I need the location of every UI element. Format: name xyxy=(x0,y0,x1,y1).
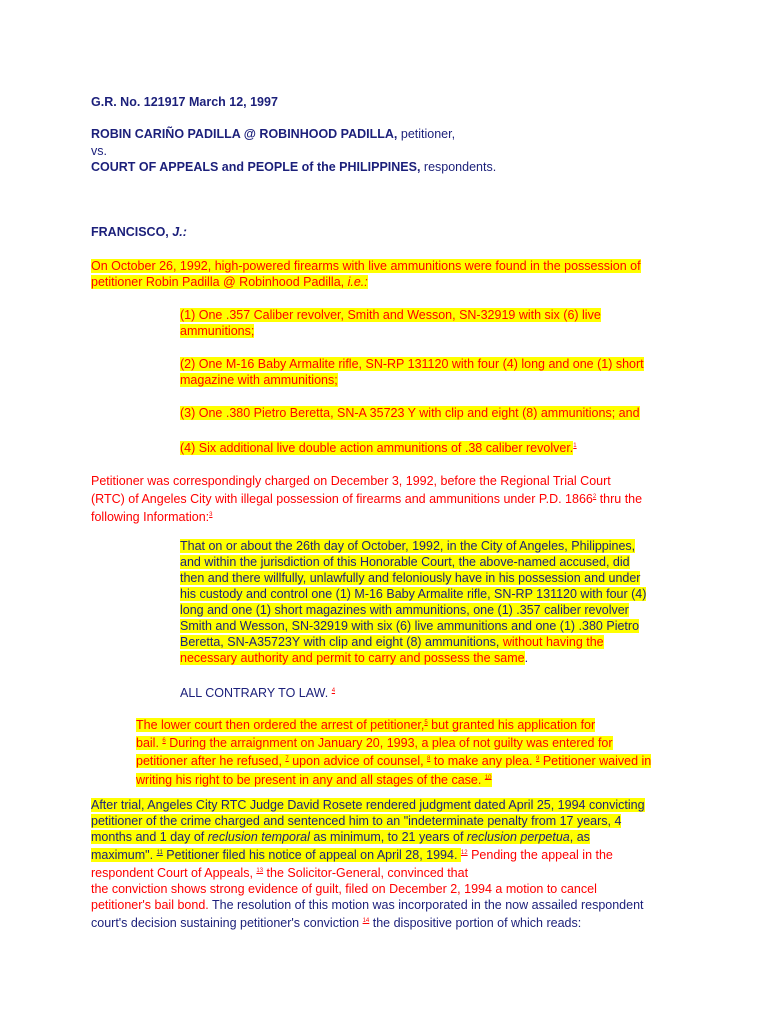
ponente-suffix: J.: xyxy=(172,225,187,239)
paragraph-2-line: following Information: xyxy=(91,510,210,525)
paragraph-3-line: writing his right to be present in any and all stages of the case. xyxy=(136,772,485,787)
paragraph-4-line: , as xyxy=(569,830,590,844)
item-3-line: (3) One .380 Pietro Beretta, SN-A 35723 Y with clip and eight (8) ammunitions; and xyxy=(180,406,640,420)
paragraph-3 xyxy=(136,715,651,788)
paragraph-2-line: thru the xyxy=(596,492,643,507)
information-line: Smith and Wesson, SN-32919 with six (6) live ammunitions and one (1) .380 Pietro xyxy=(180,619,640,633)
paragraph-2-line: (RTC) of Angeles City with illegal possession of firearms and ammunitions under P.D. 1866 xyxy=(91,492,593,507)
item-1-line: (1) One .357 Caliber revolver, Smith and Wesson, SN-32919 with six (6) live xyxy=(180,308,601,322)
paragraph-4-line: maximum". xyxy=(91,848,157,863)
paragraph-1-ie: i.e.: xyxy=(347,275,368,289)
paragraph-2-line: Petitioner was correspondingly charged on December 3, 1992, before the Regional Trial Court xyxy=(91,474,611,488)
respondent-line xyxy=(91,159,496,175)
paragraph-4-italic: reclusion temporal xyxy=(207,830,310,844)
footnote-link[interactable]: 7 xyxy=(285,756,289,763)
information-line: long and one (1) short magazines with ammunitions, one (1) .357 caliber revolver xyxy=(180,603,629,617)
contrary-to-law xyxy=(180,683,335,701)
footnote-link[interactable]: 5 xyxy=(424,720,428,726)
paragraph-3-line: The lower court then ordered the arrest of petitioner, xyxy=(136,718,425,733)
contrary-text: ALL CONTRARY TO LAW. xyxy=(180,686,332,701)
paragraph-1 xyxy=(91,258,641,290)
paragraph-3-line: Petitioner waived in xyxy=(539,754,652,769)
footnote-link[interactable]: 10 xyxy=(484,774,492,781)
footnote-link[interactable]: 3 xyxy=(209,512,213,519)
paragraph-4-line: the dispositive portion of which reads: xyxy=(369,916,582,931)
item-2-line: (2) One M-16 Baby Armalite rifle, SN-RP 131120 with four (4) long and one (1) short xyxy=(180,357,644,371)
paragraph-4-line: as minimum, to 21 years of xyxy=(309,830,467,844)
information-line: . xyxy=(524,651,529,665)
paragraph-4-line: The resolution of this motion was incorporated in the now assailed respondent xyxy=(208,898,644,913)
versus xyxy=(91,143,107,159)
footnote-link[interactable]: 8 xyxy=(427,756,431,763)
item-1-line: ammunitions; xyxy=(180,324,255,338)
paragraph-4-emphasis: petitioner's bail bond. xyxy=(91,898,209,913)
case-number xyxy=(91,94,278,110)
paragraph-1-line: petitioner Robin Padilla @ Robinhood Padilla, xyxy=(91,275,348,289)
paragraph-1-line: On October 26, 1992, high-powered firearms with live ammunitions were found in the possession of xyxy=(91,259,641,273)
paragraph-4 xyxy=(91,797,645,931)
footnote-link[interactable]: 4 xyxy=(331,688,336,694)
information-quote xyxy=(180,538,646,666)
paragraph-4-emphasis: the Solicitor-General, convinced that xyxy=(263,866,469,881)
footnote-link[interactable]: 6 xyxy=(162,738,166,745)
paragraph-4-emphasis: respondent Court of Appeals, xyxy=(91,866,257,881)
paragraph-3-line: upon advice of counsel, xyxy=(288,754,428,769)
paragraph-4-line: petitioner of the crime charged and sentenced him to an "indeterminate penalty from 17 years, 4 xyxy=(91,814,622,828)
item-4-line: (4) Six additional live double action ammunitions of .38 caliber revolver. xyxy=(180,441,574,456)
paragraph-2 xyxy=(91,473,642,525)
versus-text: vs. xyxy=(91,144,107,158)
respondent-name: COURT OF APPEALS and PEOPLE of the PHILIPPINES, xyxy=(91,160,421,174)
footnote-link[interactable]: 1 xyxy=(573,443,577,449)
information-line: his custody and control one (1) M-16 Baby Armalite rifle, SN-RP 131120 with four (4) xyxy=(180,587,647,601)
respondent-role: respondents. xyxy=(420,160,497,174)
footnote-link[interactable]: 9 xyxy=(536,756,540,763)
paragraph-3-line: bail. xyxy=(136,736,163,751)
paragraph-4-italic: reclusion perpetua xyxy=(466,830,570,844)
item-1 xyxy=(180,307,601,339)
information-line: Beretta, SN-A35723Y with clip and eight (8) ammunitions, xyxy=(180,635,503,649)
petitioner-line xyxy=(91,126,455,142)
paragraph-4-emphasis: the conviction shows strong evidence of guilt, filed on December 2, 1994 a motion to cancel xyxy=(91,882,597,897)
petitioner-role: petitioner, xyxy=(397,127,456,141)
information-emphasis: without having the xyxy=(502,635,604,649)
paragraph-3-line: to make any plea. xyxy=(430,754,537,769)
case-number-text: G.R. No. 121917 March 12, 1997 xyxy=(91,95,278,109)
footnote-link[interactable]: 13 xyxy=(256,868,264,875)
paragraph-4-line: Petitioner filed his notice of appeal on April 28, 1994. xyxy=(162,848,461,863)
item-2 xyxy=(180,356,644,388)
paragraph-4-emphasis: Pending the appeal in the xyxy=(467,848,613,863)
paragraph-4-line: months and 1 day of xyxy=(91,830,208,844)
footnote-link[interactable]: 11 xyxy=(156,850,163,856)
paragraph-3-line: but granted his application for xyxy=(427,718,596,733)
footnote-link[interactable]: 2 xyxy=(592,494,597,500)
information-line: then and there willfully, unlawfully and feloniously have in his possession and under xyxy=(180,571,641,585)
footnote-link[interactable]: 12 xyxy=(460,850,468,856)
ponente xyxy=(91,224,187,240)
information-emphasis: necessary authority and permit to carry and possess the same xyxy=(180,651,525,665)
paragraph-4-line: After trial, Angeles City RTC Judge David Rosete rendered judgment dated April 25, 1994 convicting xyxy=(91,798,645,812)
paragraph-4-line: court's decision sustaining petitioner's conviction xyxy=(91,916,363,931)
item-4 xyxy=(180,438,577,456)
information-line: and within the jurisdiction of this Honorable Court, the above-named accused, did xyxy=(180,555,630,569)
paragraph-3-line: petitioner after he refused, xyxy=(136,754,286,769)
ponente-name: FRANCISCO, xyxy=(91,225,169,239)
footnote-link[interactable]: 14 xyxy=(362,918,370,925)
paragraph-3-line: During the arraignment on January 20, 1993, a plea of not guilty was entered for xyxy=(165,736,613,751)
information-line: That on or about the 26th day of October, 1992, in the City of Angeles, Philippines, xyxy=(180,539,636,553)
item-3 xyxy=(180,405,640,421)
petitioner-name: ROBIN CARIÑO PADILLA @ ROBINHOOD PADILLA, xyxy=(91,127,398,141)
item-2-line: magazine with ammunitions; xyxy=(180,373,338,387)
